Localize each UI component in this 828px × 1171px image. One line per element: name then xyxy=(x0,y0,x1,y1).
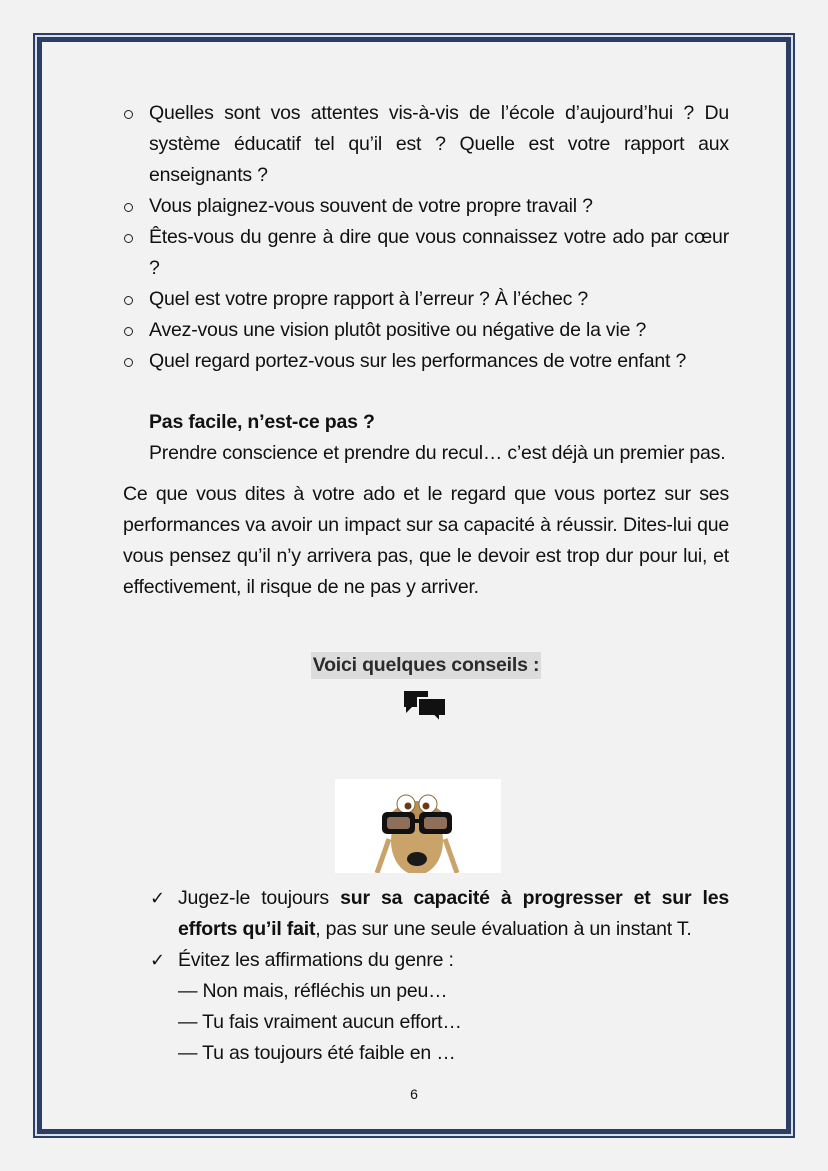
question-item: Êtes-vous du genre à dire que vous connaissez votre ado par cœur ? xyxy=(123,222,729,284)
reflection-heading: Pas facile, n’est-ce pas ? xyxy=(149,411,375,433)
circle-bullet-icon xyxy=(124,358,133,367)
circle-bullet-icon xyxy=(124,296,133,305)
question-list xyxy=(123,98,729,377)
tip-item: ✓ Évitez les affirmations du genre : xyxy=(150,945,729,976)
question-item: Quelles sont vos attentes vis-à-vis de l’école d’aujourd’hui ? Du système éducatif tel qu’il est ? Quelle est votre rapport aux enseignants ? xyxy=(123,98,729,191)
checkmark-icon: ✓ xyxy=(150,950,165,970)
circle-bullet-icon xyxy=(124,327,133,336)
reflection-text: Prendre conscience et prendre du recul… c’est déjà un premier pas. xyxy=(149,442,726,464)
tips-list xyxy=(150,883,729,1069)
page-content xyxy=(123,98,729,1064)
conseils-heading-wrap xyxy=(123,650,729,681)
page-number: 6 xyxy=(410,1086,418,1102)
tip-item: ✓ Jugez-le toujours sur sa capacité à progresser et sur les efforts qu’il fait, pas sur une seule évaluation à un instant T. xyxy=(150,883,729,945)
squirrel-glasses-image xyxy=(335,779,501,873)
checkmark-icon: ✓ xyxy=(150,888,165,908)
reflection-block xyxy=(123,407,729,469)
body-paragraph: Ce que vous dites à votre ado et le regard que vous portez sur ses performances va avoir un impact sur sa capacité à réussir. Dites-lui que vous pensez qu’il n’y arrivera pas, que le devoir est trop dur pour lui, et effectivement, il risque de ne pas y arriver. xyxy=(123,483,729,598)
example-phrase: — Tu as toujours été faible en … xyxy=(178,1042,456,1064)
circle-bullet-icon xyxy=(124,110,133,119)
circle-bullet-icon xyxy=(124,234,133,243)
question-item: Avez-vous une vision plutôt positive ou négative de la vie ? xyxy=(123,315,729,346)
circle-bullet-icon xyxy=(124,203,133,212)
question-item: Vous plaignez-vous souvent de votre propre travail ? xyxy=(123,191,729,222)
question-item: Quel est votre propre rapport à l’erreur ? À l’échec ? xyxy=(123,284,729,315)
speech-bubbles-icon xyxy=(123,689,729,725)
example-phrase: — Non mais, réfléchis un peu… xyxy=(178,980,448,1002)
example-phrase: — Tu fais vraiment aucun effort… xyxy=(178,1011,462,1033)
question-item: Quel regard portez-vous sur les performances de votre enfant ? xyxy=(123,346,729,377)
conseils-heading: Voici quelques conseils : xyxy=(311,652,542,679)
